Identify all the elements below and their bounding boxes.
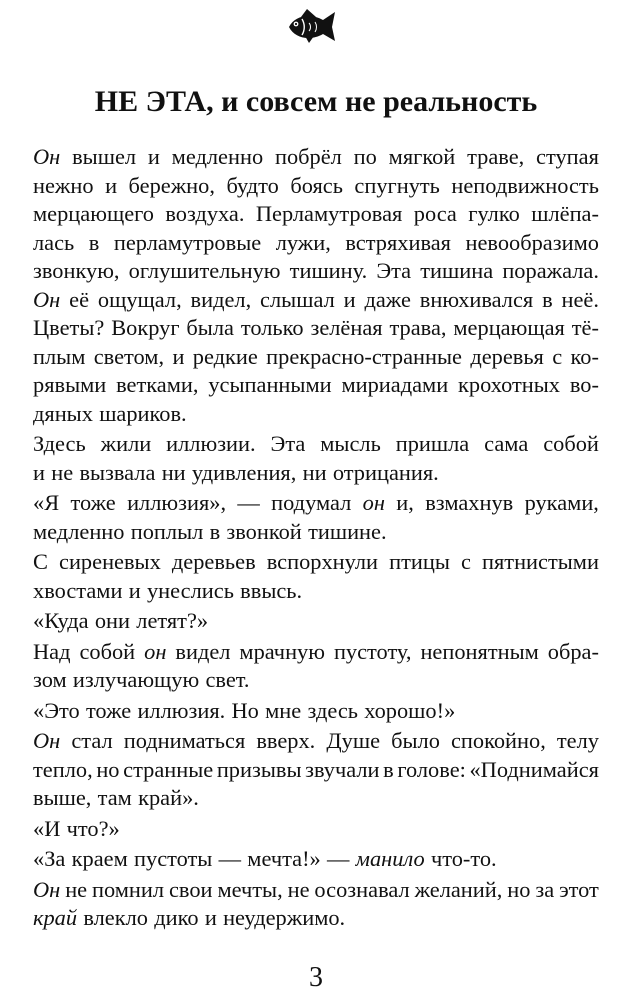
fish-icon bbox=[283, 8, 343, 46]
word: стал bbox=[71, 728, 113, 753]
word: тоже bbox=[70, 490, 116, 515]
word: медленно bbox=[171, 144, 264, 169]
word: слышал bbox=[260, 286, 335, 312]
word: подниматься bbox=[123, 728, 246, 753]
word: Эта bbox=[270, 431, 306, 456]
word: здесь bbox=[307, 697, 358, 723]
word: выше, bbox=[33, 785, 92, 810]
word: шлёпа- bbox=[531, 201, 599, 226]
word: плым bbox=[33, 343, 86, 369]
word: дико bbox=[154, 905, 199, 930]
word: деревьев bbox=[171, 549, 256, 574]
text-line bbox=[33, 314, 599, 343]
word: Перламутровая bbox=[255, 201, 403, 226]
word: взмахнув bbox=[425, 490, 514, 515]
word: трава, bbox=[389, 315, 447, 340]
text-line bbox=[33, 286, 599, 315]
word: звучали bbox=[305, 756, 380, 782]
word: воздуха. bbox=[165, 201, 245, 226]
word: встряхивая bbox=[345, 229, 451, 255]
word: удивления, bbox=[191, 459, 297, 485]
word: лужи, bbox=[275, 229, 331, 255]
word: голове: bbox=[397, 756, 466, 782]
word: иллюзия», bbox=[127, 490, 227, 515]
word: поплыл bbox=[130, 518, 204, 544]
text-line bbox=[33, 430, 599, 459]
word: ступая bbox=[536, 144, 599, 169]
word: манило bbox=[355, 846, 425, 871]
word: не bbox=[287, 876, 310, 902]
word: и bbox=[147, 144, 160, 169]
word: тишину. bbox=[289, 258, 368, 283]
word: «Куда bbox=[33, 608, 89, 633]
word: роса bbox=[413, 201, 457, 226]
word: ветками, bbox=[116, 372, 199, 397]
word: и bbox=[33, 459, 45, 485]
word: даже bbox=[364, 286, 411, 312]
word: пустоты bbox=[134, 846, 213, 871]
word: мрачную bbox=[239, 638, 325, 664]
word: шариков. bbox=[99, 400, 187, 426]
word: не bbox=[51, 459, 74, 485]
word: поражала. bbox=[502, 258, 599, 283]
word: мечты, bbox=[217, 876, 283, 902]
text-line bbox=[33, 845, 599, 874]
word: ни bbox=[302, 459, 327, 485]
page-number: 3 bbox=[309, 962, 323, 993]
text-line bbox=[33, 577, 599, 606]
word: будто bbox=[226, 172, 279, 198]
word: хвостами bbox=[33, 577, 123, 603]
word: желаний, bbox=[414, 876, 503, 902]
word: бережно, bbox=[128, 172, 215, 198]
text-line bbox=[33, 400, 599, 429]
word: Душе bbox=[326, 728, 381, 753]
word: только bbox=[240, 315, 304, 340]
word: крохотных bbox=[458, 372, 561, 397]
word: звонкой bbox=[226, 518, 302, 544]
word: боясь bbox=[290, 172, 343, 198]
word: он bbox=[362, 490, 385, 515]
word: перламутровые bbox=[113, 229, 262, 255]
word: неудержимо. bbox=[223, 905, 346, 930]
word: Он bbox=[33, 876, 61, 902]
word: странные bbox=[123, 756, 214, 782]
word: подумал bbox=[271, 490, 352, 515]
word: внюхивался bbox=[419, 286, 534, 312]
word: прекрасно-странные bbox=[266, 343, 462, 369]
word: «Поднимайся bbox=[469, 756, 599, 782]
word: призывы bbox=[216, 756, 302, 782]
word: вызвала bbox=[79, 459, 156, 485]
text-line bbox=[33, 459, 599, 488]
word: иллюзии. bbox=[166, 431, 256, 456]
word: невообразимо bbox=[465, 229, 599, 255]
word: мягкой bbox=[388, 144, 456, 169]
text-line bbox=[33, 697, 599, 726]
word: телу bbox=[556, 728, 599, 753]
word: «Я bbox=[33, 490, 60, 515]
word: свои bbox=[168, 876, 213, 902]
word: редкие bbox=[192, 343, 258, 369]
word: в bbox=[383, 756, 394, 782]
text-line bbox=[33, 489, 599, 518]
word: пустоту, bbox=[333, 638, 412, 664]
word: собой bbox=[79, 638, 136, 664]
word: край bbox=[33, 905, 78, 930]
text-line bbox=[33, 756, 599, 785]
word: Он bbox=[33, 728, 61, 753]
text-line bbox=[33, 257, 599, 286]
word: лась bbox=[33, 229, 75, 255]
word: была bbox=[186, 315, 234, 340]
chapter-title: НЕ ЭТА, и совсем не реальность bbox=[94, 85, 538, 118]
word: ввысь. bbox=[240, 577, 303, 603]
word: гулко bbox=[468, 201, 520, 226]
word: Он bbox=[33, 286, 61, 312]
text-line bbox=[33, 343, 599, 372]
word: этот bbox=[559, 876, 599, 902]
word: и, bbox=[396, 490, 414, 515]
word: обра- bbox=[547, 638, 599, 664]
word: мысль bbox=[320, 431, 381, 456]
word: и bbox=[172, 343, 185, 369]
word: Он bbox=[33, 144, 61, 169]
word: оглушительную bbox=[128, 258, 281, 283]
word: пятнистыми bbox=[482, 549, 599, 574]
word: руками, bbox=[524, 490, 599, 515]
word: Здесь bbox=[33, 431, 86, 456]
word: краем bbox=[71, 846, 128, 871]
word: неё. bbox=[561, 286, 599, 312]
word: мерцающего bbox=[33, 201, 154, 226]
word: «И bbox=[33, 815, 61, 841]
word: что-то. bbox=[430, 846, 497, 871]
word: зом bbox=[33, 667, 67, 692]
word: ко- bbox=[570, 343, 599, 369]
word: мерцающая bbox=[453, 315, 565, 340]
word: медленно bbox=[33, 518, 125, 544]
word: вспорхнули bbox=[266, 549, 379, 574]
word: мечта!» bbox=[247, 846, 321, 871]
word: Эта bbox=[376, 258, 412, 283]
word: и bbox=[204, 905, 217, 930]
word: рявыми bbox=[33, 372, 107, 397]
word: помнил bbox=[92, 876, 165, 902]
text-line bbox=[33, 904, 599, 933]
word: мириадами bbox=[341, 372, 449, 397]
word: побрёл bbox=[274, 144, 342, 169]
word: отрицания. bbox=[332, 459, 439, 485]
word: спокойно, bbox=[450, 728, 546, 753]
word: видел, bbox=[190, 286, 252, 312]
word: «Это bbox=[33, 697, 80, 723]
text-line bbox=[33, 666, 599, 695]
text-line bbox=[33, 229, 599, 258]
word: Над bbox=[33, 638, 71, 664]
word: что?» bbox=[66, 815, 120, 841]
word: тишине. bbox=[308, 518, 387, 544]
word: ощущал, bbox=[97, 286, 182, 312]
word: с bbox=[552, 343, 563, 369]
word: С bbox=[33, 549, 48, 574]
text-line bbox=[33, 784, 599, 813]
word: край». bbox=[138, 785, 199, 810]
word: за bbox=[535, 876, 555, 902]
word: сиреневых bbox=[59, 549, 161, 574]
word: унеслись bbox=[146, 577, 234, 603]
word: звонкую, bbox=[33, 258, 120, 283]
word: в bbox=[88, 229, 100, 255]
word: хорошо!» bbox=[364, 697, 456, 723]
word: непонятным bbox=[420, 638, 539, 664]
word: но bbox=[507, 876, 531, 902]
word: деревья bbox=[470, 343, 544, 369]
word: сама bbox=[484, 431, 529, 456]
word: в bbox=[209, 518, 221, 544]
word: — bbox=[218, 846, 242, 871]
word: он bbox=[144, 638, 167, 664]
word: неподвижность bbox=[451, 172, 599, 198]
word: во- bbox=[569, 372, 599, 397]
word: Вокруг bbox=[111, 315, 180, 340]
word: свет. bbox=[205, 667, 250, 692]
word: «За bbox=[33, 846, 66, 871]
text-line bbox=[33, 815, 599, 844]
word: пришла bbox=[395, 431, 470, 456]
word: тоже bbox=[85, 697, 132, 723]
word: было bbox=[391, 728, 440, 753]
word: и bbox=[105, 172, 118, 198]
word: летят?» bbox=[136, 608, 209, 633]
word: они bbox=[94, 608, 130, 633]
word: вышел bbox=[72, 144, 137, 169]
word: Цветы? bbox=[33, 315, 105, 340]
text-line bbox=[33, 518, 599, 547]
word: усыпанными bbox=[208, 372, 332, 397]
word: и bbox=[128, 577, 141, 603]
word: траве, bbox=[467, 144, 525, 169]
word: по bbox=[353, 144, 377, 169]
word: там bbox=[97, 785, 132, 810]
text-line bbox=[33, 371, 599, 400]
word: осознавал bbox=[314, 876, 410, 902]
word: но bbox=[96, 756, 120, 782]
word: — bbox=[237, 490, 260, 515]
word: спугнуть bbox=[354, 172, 440, 198]
text-line bbox=[33, 200, 599, 229]
text-line bbox=[33, 172, 599, 201]
word: иллюзия. bbox=[137, 697, 226, 723]
text-line bbox=[33, 607, 599, 636]
word: светом, bbox=[93, 343, 165, 369]
word: не bbox=[65, 876, 88, 902]
text-line bbox=[33, 638, 599, 667]
word: влекло bbox=[83, 905, 148, 930]
word: тё- bbox=[571, 315, 599, 340]
word: дяных bbox=[33, 400, 93, 426]
word: зелёная bbox=[310, 315, 383, 340]
word: ни bbox=[161, 459, 186, 485]
word: тепло, bbox=[33, 756, 93, 782]
text-line bbox=[33, 548, 599, 577]
word: её bbox=[69, 286, 90, 312]
word: и bbox=[343, 286, 356, 312]
word: собой bbox=[543, 431, 599, 456]
word: мне bbox=[265, 697, 302, 723]
word: нежно bbox=[33, 172, 94, 198]
word: жили bbox=[100, 431, 152, 456]
word: вверх. bbox=[256, 728, 316, 753]
text-line bbox=[33, 727, 599, 756]
word: — bbox=[327, 846, 350, 871]
word: в bbox=[542, 286, 553, 312]
word: излучающую bbox=[72, 667, 200, 692]
word: тишина bbox=[420, 258, 494, 283]
word: с bbox=[460, 549, 471, 574]
word: птицы bbox=[389, 549, 450, 574]
text-line bbox=[33, 143, 599, 172]
word: видел bbox=[175, 638, 231, 664]
text-line bbox=[33, 876, 599, 905]
word: Но bbox=[231, 697, 259, 723]
chapter-text bbox=[33, 143, 599, 933]
